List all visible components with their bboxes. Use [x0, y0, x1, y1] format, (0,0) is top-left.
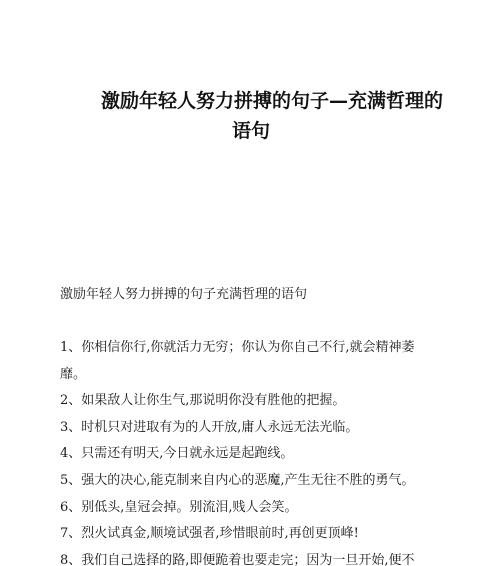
document-title [80, 86, 450, 146]
title-line-2: 语句 [232, 120, 271, 142]
list-item: 7、烈火试真金,顺境试强者,珍惜眼前时,再创更顶峰! [60, 526, 359, 542]
document-subtitle: 激励年轻人努力拼搏的句子充满哲理的语句 [60, 287, 308, 302]
list-item: 1、你相信你行,你就活力无穷；你认为你自己不行,就会精神萎 [60, 340, 415, 355]
list-item: 2、如果敌人让你生气,那说明你没有胜他的把握。 [60, 393, 346, 409]
quote-list [60, 335, 440, 566]
list-item: 6、别低头,皇冠会掉。别流泪,贱人会笑。 [60, 499, 298, 515]
list-item-continuation: 靡。 [60, 366, 87, 382]
title-line-1: 激励年轻人努力拼搏的句子—充满哲理的 [101, 90, 444, 112]
list-item: 5、强大的决心,能克制来自内心的恶魔,产生无往不胜的勇气。 [60, 472, 415, 488]
list-item: 3、时机只对进取有为的人开放,庸人永远无法光临。 [60, 419, 359, 435]
list-item: 4、只需还有明天,今日就永远是起跑线。 [60, 446, 294, 462]
list-item: 8、我们自己选择的路,即便跪着也要走完；因为一旦开始,便不 [60, 552, 415, 566]
